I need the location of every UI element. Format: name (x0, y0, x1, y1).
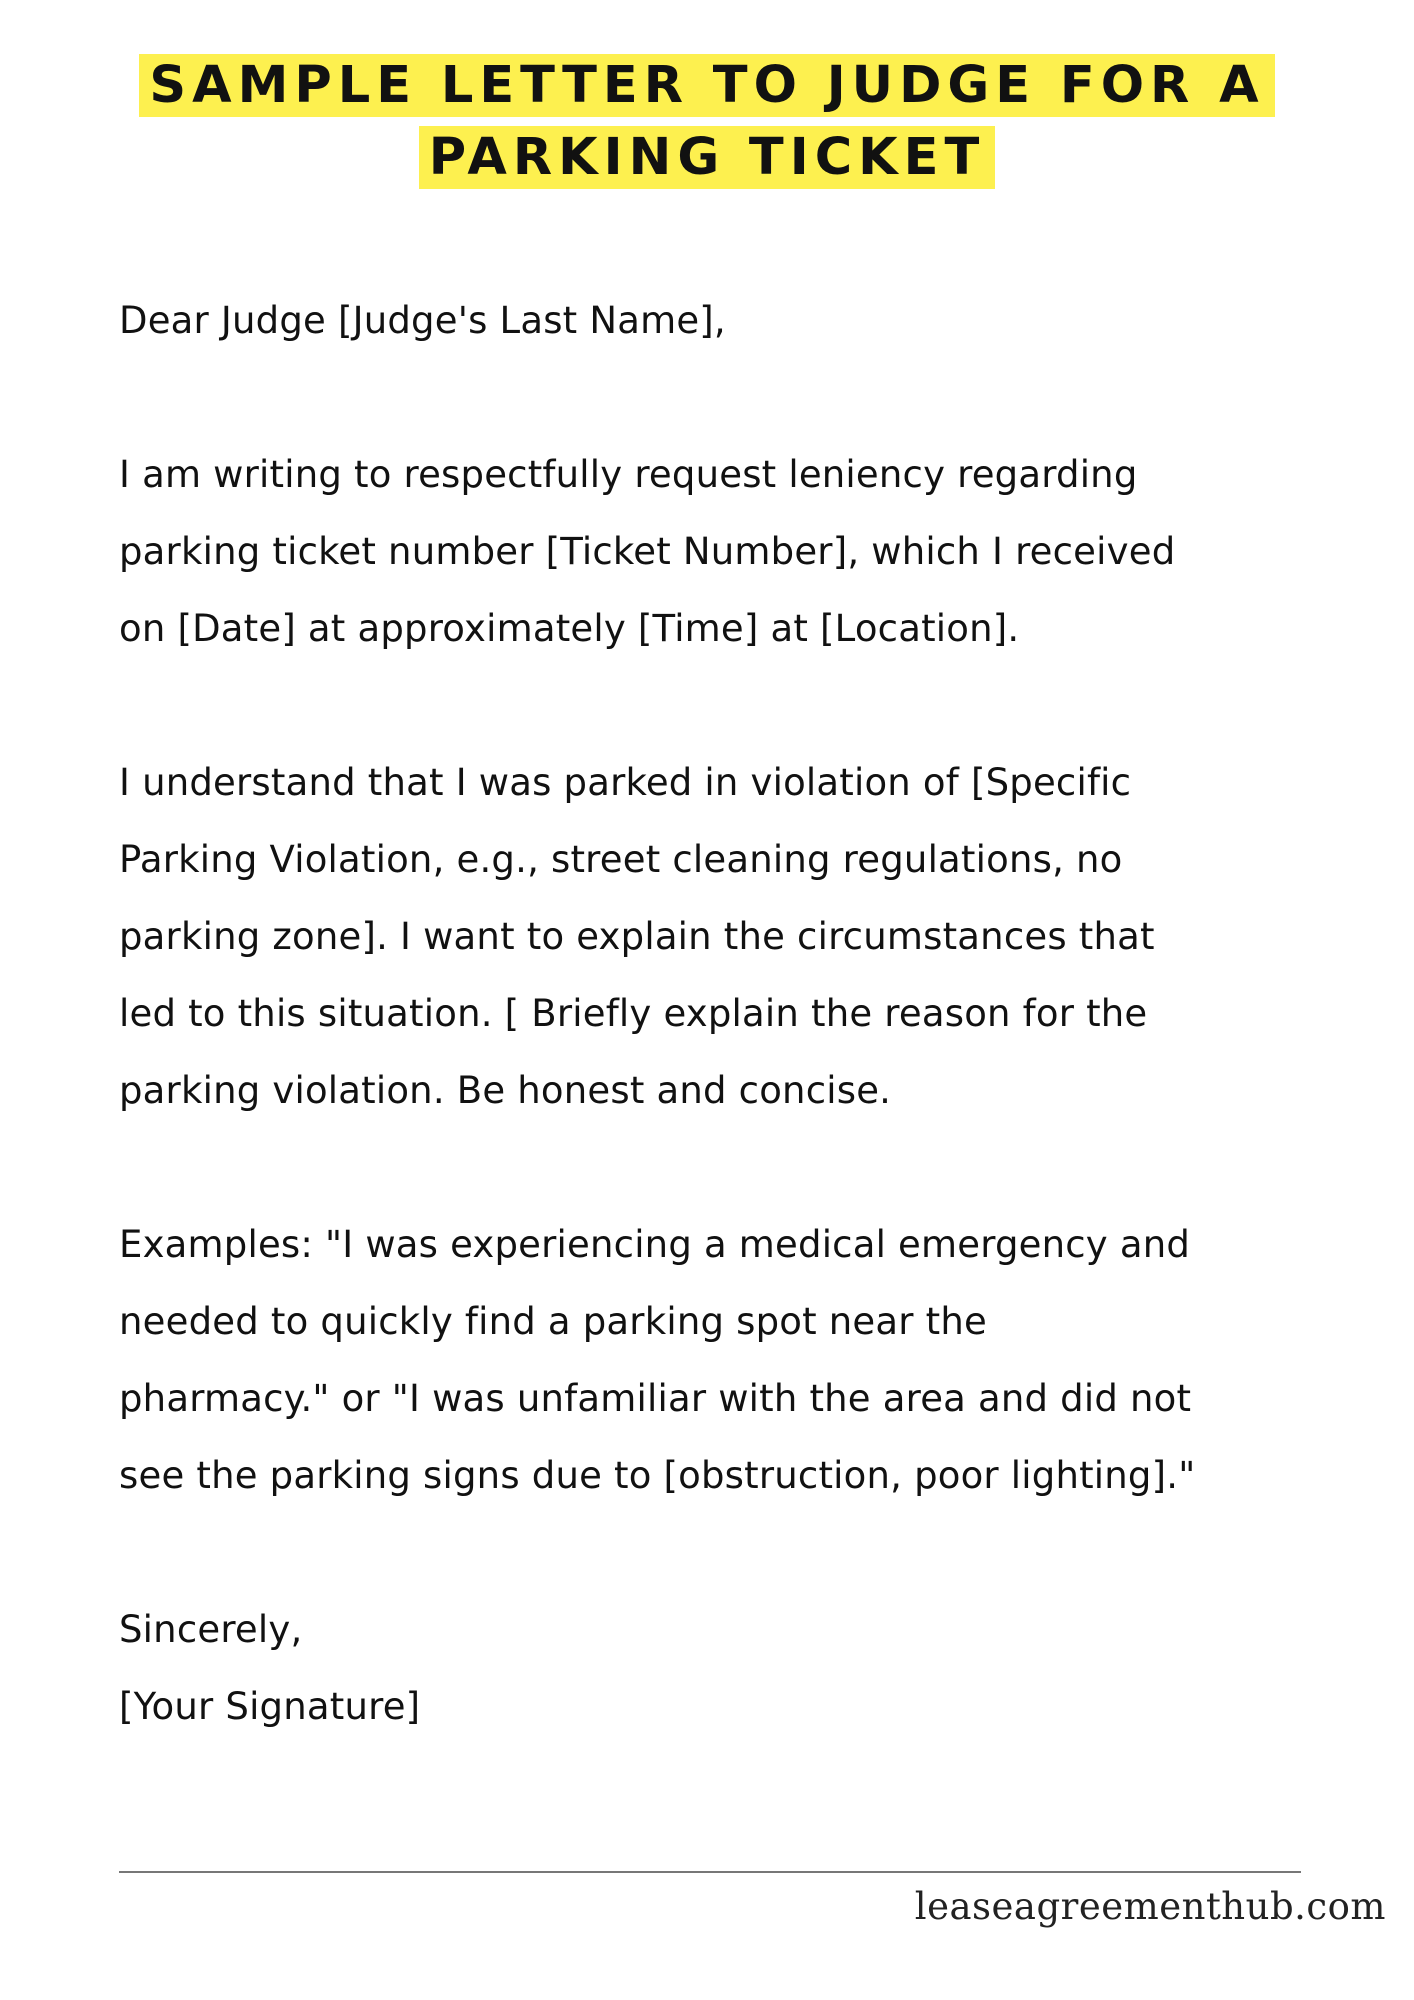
paragraph-line: led to this situation. [ Briefly explain the reason for the (119, 992, 1148, 1035)
paragraph-line: parking zone]. I want to explain the circumstances that (119, 915, 1155, 958)
salutation (119, 282, 1349, 359)
footer-divider (119, 1871, 1301, 1873)
salutation-text: Dear Judge [Judge's Last Name], (119, 299, 726, 342)
paragraph-line: needed to quickly find a parking spot near the (119, 1300, 987, 1343)
footer-website: leaseagreementhub.com (914, 1885, 1386, 1928)
letter-body (119, 282, 1349, 1745)
paragraph-line: see the parking signs due to [obstruction, poor lighting]." (119, 1454, 1196, 1497)
signature-placeholder: [Your Signature] (119, 1685, 421, 1728)
paragraph-line: Examples: "I was experiencing a medical emergency and (119, 1223, 1191, 1266)
paragraph-line: I am writing to respectfully request leniency regarding (119, 453, 1138, 496)
closing-text: Sincerely, (119, 1608, 303, 1651)
paragraph-line: on [Date] at approximately [Time] at [Location]. (119, 607, 1020, 650)
paragraph-line: pharmacy." or "I was unfamiliar with the area and did not (119, 1377, 1192, 1420)
page-title (0, 50, 1414, 194)
paragraph-line: Parking Violation, e.g., street cleaning regulations, no (119, 838, 1123, 881)
paragraph-line: parking ticket number [Ticket Number], which I received (119, 530, 1176, 573)
paragraph-line: parking violation. Be honest and concise. (119, 1069, 892, 1112)
closing-block (119, 1591, 1349, 1745)
paragraph-line: I understand that I was parked in violation of [Specific (119, 761, 1132, 804)
paragraph-request (119, 436, 1349, 667)
title-line-1: SAMPLE LETTER TO JUDGE FOR A (139, 54, 1274, 117)
title-line-2: PARKING TICKET (419, 126, 996, 189)
paragraph-explanation (119, 744, 1349, 1129)
paragraph-examples (119, 1206, 1349, 1514)
